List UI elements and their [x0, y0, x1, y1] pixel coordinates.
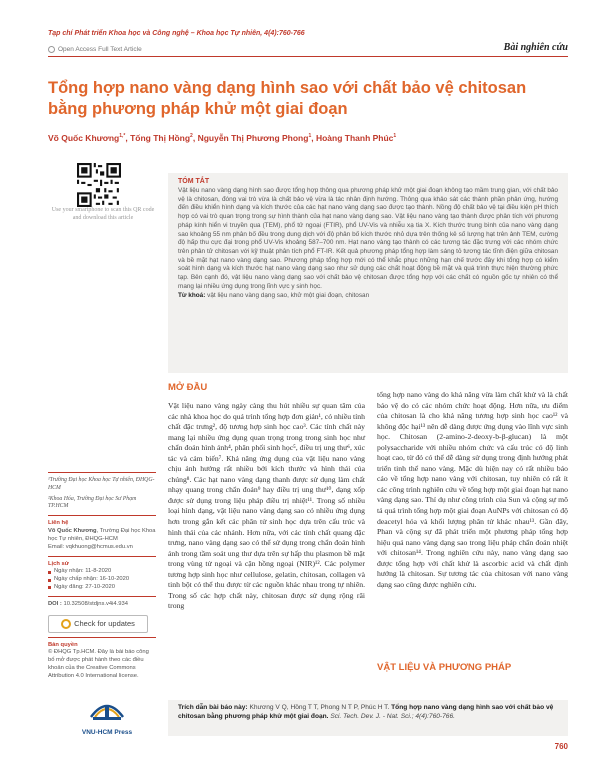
- history-item: [48, 584, 156, 592]
- citation-title: Tổng hợp nano vàng dạng hình sao với chất bảo vệ chitosan bằng phương pháp khử một giai đoạn.: [178, 704, 554, 720]
- sidebar: [48, 468, 156, 681]
- publisher-logo: [74, 693, 140, 736]
- check-updates-label: Check for updates: [74, 618, 135, 628]
- sidebar-divider: [48, 637, 156, 638]
- article-type: Bài nghiên cứu: [503, 42, 568, 53]
- author-name[interactable]: Hoàng Thanh Phúc: [315, 133, 394, 143]
- journal-name: Tạp chí Phát triển Khoa học và Công nghệ – Khoa học Tự nhiên, 4(4):760-766: [48, 30, 305, 37]
- author-sup: 1: [393, 133, 397, 140]
- citation-box: [168, 700, 568, 736]
- abstract-heading: TÓM TẮT: [178, 178, 210, 185]
- history-item: [48, 576, 156, 584]
- history-text: Ngày chấp nhận: 16-10-2020: [54, 576, 130, 583]
- author-name[interactable]: Tống Thị Hồng: [130, 133, 191, 143]
- history-text: Ngày nhận: 11-8-2020: [54, 568, 112, 575]
- open-access-icon: [48, 46, 55, 53]
- keywords-row: [178, 292, 558, 299]
- author-name[interactable]: Nguyễn Thị Phương Phong: [197, 133, 309, 143]
- history-text: Ngày đăng: 27-10-2020: [54, 583, 115, 590]
- doi-link[interactable]: 10.32508/stdjns.v4i4.934: [63, 600, 128, 607]
- intro-column-right: tổng hợp nano vàng do khả năng vừa làm chất khử và là chất bảo vệ do có các nhóm chức hoạt động. Hơn nữa, ưu điểm của chitosan là cho khả năng tương hợp sinh học cao¹² và không độc hại¹³ nên dễ dàng được ứng dụng vào lĩnh vực sinh học. Chitosan (2-amino-2-deoxy-b-β-glucan) là một polysaccharide với nhiều nhóm chức và cấu trúc có độ linh hoạt cao, từ đó có thể dễ dàng sử dụng trong định hướng phát triển tinh thể nano vàng. Mặc dù hiện nay có rất nhiều báo cáo về tổng hợp nano vàng với chitosan, tuy nhiên có rất ít các công trình nghiên cứu về tổng hợp một giai đoạn hạt nano vàng dạng sao. Thí dụ như công trình của Sun và cộng sự mô tả quá trình tổng hợp một giai đoạn AuNPs với chitosan có độ deacetyl hóa và khối lượng phân tử khác nhau¹³. Gần đây, Phan và cộng sự đã phát triển một phương pháp tổng hợp hiệu quả nano vàng dạng sao trong liệu pháp chẩn đoán nhiệt với chitosan¹⁴. Trong nghiên cứu này, nano vàng dạng sao được tổng hợp với chất khử là ascorbic acid và chất định hướng là chitosan. Sự tương tác của chitosan với nano vàng dạng sao cũng được nghiên cứu.: [377, 390, 568, 589]
- contact-name: Võ Quốc Khương: [48, 528, 97, 535]
- bullet-icon: [48, 579, 51, 582]
- methods-heading: VẬT LIỆU VÀ PHƯƠNG PHÁP: [377, 662, 512, 673]
- author-sup: 1: [308, 133, 312, 140]
- copyright-heading: Bản quyền: [48, 641, 78, 648]
- history-heading: Lịch sử: [48, 560, 69, 567]
- open-access-label: Open Access Full Text Article: [58, 46, 142, 53]
- citation-authors: Khương V Q, Hồng T T, Phong N T P, Phúc H T.: [247, 704, 392, 711]
- abstract-text: Vật liệu nano vàng dạng hình sao được tổng hợp thông qua phương pháp khử một giai đoạn không tạo mầm trung gian, với chất bảo vệ là chitosan, đóng vai trò vừa là chất bảo vệ vừa là tác nhân định hướng. Thông qua khảo sát các thành phần phản ứng, hướng đến điều khiển hình dạng và kích thước của các hạt nano vàng dạng sao được tạo thành. Nồng độ chất bảo vệ tại điều kiện pH thích hợp có vai trò quan trọng trong sự hình thành của hạt nano vàng dạng sao. Vật liệu nano vàng tạo thành được phân tích với phương pháp kính hiển vi truyền qua (TEM), phổ tử ngoại (FTIR), phổ UV-Vis và nhiễu xạ tia X. Kích thước trung bình của nano vàng dạng sao khoảng 55 nm phân bố đều trong dung dịch với độ phân bố kích thước nhỏ dựa trên thống kê số lượng hạt trên ảnh TEM, cường độ hấp thu cực đại trong phổ UV-Vis khoảng 587–700 nm. Hạt nano vàng tạo thành có các tương tác đặc trưng với các nhóm chức trên phân tử chitosan với kỹ thuật phân tích phổ FT-IR. Kết quả phương pháp tổng hợp làm sáng tỏ tương tác tĩnh điện giữa chitosan và bề mặt hạt nano vàng dạng sao. Phương pháp tổng hợp mới có thể khắc phục những hạn chế trước đây khi tổng hợp có kiểm soát hình dạng và kích thước hạt nano vàng dạng sao như sử dụng các chất hoạt động bề mặt và quá trình thực hiện thường phức tạp. Bên cạnh đó, vật liệu nano vàng dạng sao với chất bảo vệ chitosan được tổng hợp với các chất có nguồn gốc tự nhiên có thể mang lại nhiều ứng dụng trong lĩnh vực y sinh học.: [178, 187, 558, 290]
- open-access-row: [48, 46, 142, 53]
- page-header: [48, 30, 568, 53]
- doi-row: [48, 601, 156, 609]
- contact-email[interactable]: Email: vqkhuong@hcmus.edu.vn: [48, 543, 133, 550]
- affiliation-2: ²Khoa Hóa, Trường Đại học Sư Phạm TP.HCM: [48, 495, 137, 510]
- contact-heading: Liên hệ: [48, 520, 69, 527]
- sidebar-divider: [48, 472, 156, 473]
- author-sup: 2: [190, 133, 193, 140]
- author-list: Võ Quốc Khương$^{1,*}$, Tống Thị Hồng$^2$, Nguyễn Thị Phương Phong$^1$, Hoàng Thanh Phúc$^1$: [48, 133, 397, 143]
- citation-label: Trích dẫn bài báo này:: [178, 704, 248, 711]
- contact-info: [48, 528, 156, 544]
- check-updates-icon: [61, 619, 71, 629]
- citation-source: Sci. Tech. Dev. J. - Nat. Sci.; 4(4):760-766.: [328, 712, 455, 720]
- intro-column-left: Vật liệu nano vàng ngày càng thu hút nhiều sự quan tâm của các nhà khoa học do quá trình tổng hợp đơn giản¹, có nhiều tính chất đặc trưng², độ tương hợp sinh học cao³. Các tính chất này mang lại nhiều ứng dụng quan trọng trong trong sinh học như chẩn đoán hình ảnh⁴, phân phối sinh học⁵, điều trị ung thư⁶, xúc tác và cảm biến⁷. Khả năng ứng dụng của vật liệu nano vàng chịu ảnh hưởng rất nhiều bởi kích thước và hình thái của chúng⁸. Các hạt nano vàng dạng thanh được sử dụng làm chất nhạy quang trong chẩn đoán⁹ hay điều trị ung thư¹⁰, dạng xốp được sử dụng trong liệu pháp điều trị nhiệt¹¹. Trong số nhiều loại hình dạng, vật liệu nano vàng dạng sao có nhiều ứng dụng hơn trong gắn kết các phân tử sinh học dựa trên cấu trúc và hình thái của các nhánh. Hơn nữa, với các tính chất quang đặc trưng, nano vàng dạng sao có thể sử dụng trong chẩn đoán hình ảnh trong tầm soát ung thư dựa trên sự hấp thu plasmon bề mặt trong vùng tử ngoại và cận hồng ngoại (NIR)¹². Các polymer tương hợp sinh học như cellulose, gelatin, chitosan, collagen và tinh bột có thể thu được từ các nguồn khác nhau trong tự nhiên. Trong số các hợp chất này, chitosan được sử dụng rộng rãi trong: [168, 401, 365, 611]
- sidebar-divider: [48, 556, 156, 557]
- qr-caption: Use your smartphone to scan this QR code and download this article: [51, 207, 155, 221]
- check-updates-button[interactable]: [48, 615, 148, 633]
- bullet-icon: [48, 571, 51, 574]
- intro-heading: MỞ ĐẦU: [168, 382, 208, 393]
- article-title: Tổng hợp nano vàng dạng hình sao với chất bảo vệ chitosan bằng phương pháp khử một giai đoạn: [48, 79, 527, 118]
- header-divider: [48, 56, 568, 57]
- affiliation-1: ¹Trường Đại học Khoa học Tự nhiên, ĐHQG-HCM: [48, 477, 155, 491]
- history-item: [48, 568, 156, 576]
- copyright-text: © ĐHQG Tp.HCM. Đây là bài báo công bố mở được phát hành theo các điều khoản của the Creative Commons Attribution 4.0 International license.: [48, 649, 149, 679]
- keywords: vật liệu nano vàng dạng sao, khử một giai đoạn, chitosan: [207, 292, 370, 300]
- qr-code-icon[interactable]: [77, 163, 121, 207]
- publisher-name: VNU-HCM Press: [81, 729, 133, 736]
- bullet-icon: [48, 586, 51, 589]
- page-number: 760: [554, 742, 568, 751]
- vnu-logo-icon: [87, 693, 127, 723]
- doi-label: DOI :: [48, 600, 62, 607]
- author-name[interactable]: Võ Quốc Khương: [48, 133, 120, 143]
- sidebar-divider: [48, 596, 156, 597]
- contact-affiliation: , Trường Đại học Khoa học Tự nhiên, ĐHQG-HCM: [48, 528, 156, 542]
- author-sup: 1,*: [119, 133, 126, 140]
- keywords-label: Từ khoá:: [178, 292, 206, 300]
- abstract-box: [168, 173, 568, 373]
- sidebar-divider: [48, 515, 156, 516]
